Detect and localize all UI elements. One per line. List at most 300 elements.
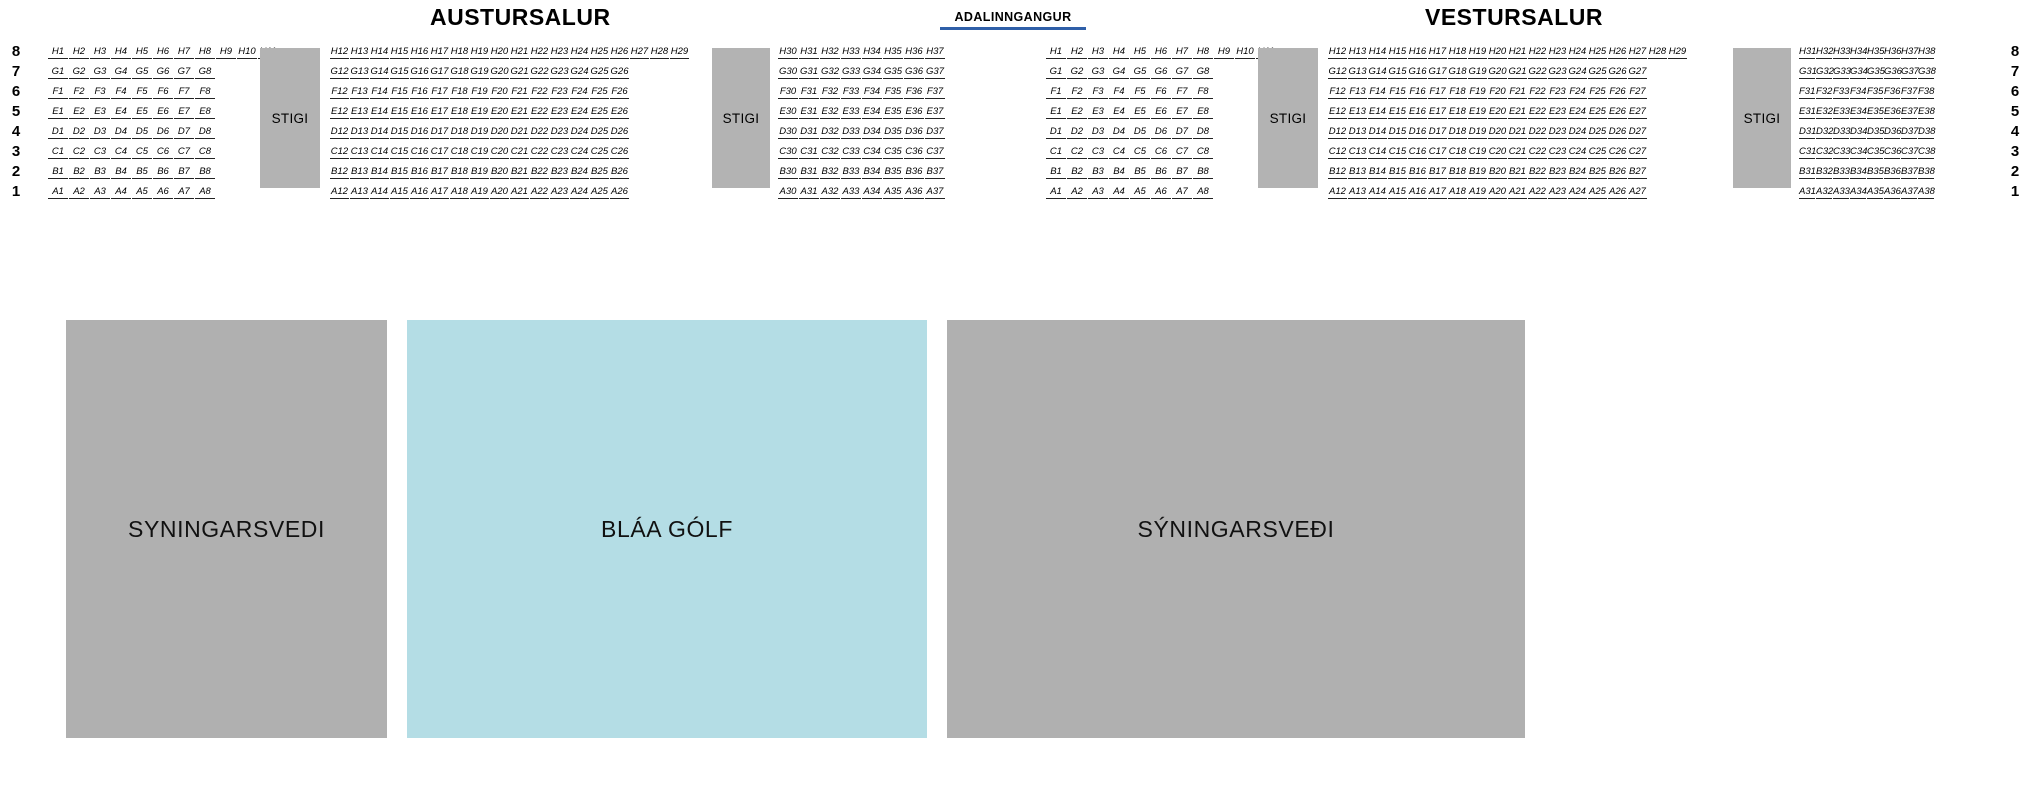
seat-east-E1[interactable]: E1 <box>48 106 68 119</box>
seat-east-H8[interactable]: H8 <box>195 46 215 59</box>
seat-east-E2[interactable]: E2 <box>69 106 89 119</box>
seat-east-G32[interactable]: G32 <box>821 65 839 77</box>
seat-west-H34[interactable]: H34 <box>1850 45 1868 57</box>
seat-east-D1[interactable]: D1 <box>48 126 68 139</box>
seat-east-C25[interactable]: C25 <box>590 145 609 157</box>
seat-west-H17[interactable]: H17 <box>1428 45 1447 57</box>
seat-west-E18[interactable]: E18 <box>1449 105 1466 117</box>
seat-west-G36[interactable]: G36 <box>1884 65 1902 77</box>
seat-east-F37[interactable]: F37 <box>926 85 944 97</box>
seat-west-C3[interactable]: C3 <box>1088 146 1108 159</box>
seat-west-H4[interactable]: H4 <box>1109 46 1129 59</box>
seat-west-C35[interactable]: C35 <box>1867 145 1885 157</box>
seat-east-D3[interactable]: D3 <box>90 126 110 139</box>
seat-east-F1[interactable]: F1 <box>48 86 68 99</box>
seat-east-C4[interactable]: C4 <box>111 146 131 159</box>
seat-east-F34[interactable]: F34 <box>863 85 881 97</box>
seat-east-C7[interactable]: C7 <box>174 146 194 159</box>
seat-east-D13[interactable]: D13 <box>350 125 369 137</box>
seat-west-F12[interactable]: F12 <box>1329 85 1346 97</box>
seat-west-A12[interactable]: A12 <box>1329 185 1346 197</box>
seat-west-H32[interactable]: H32 <box>1816 45 1834 57</box>
seat-west-C17[interactable]: C17 <box>1428 145 1447 157</box>
seat-west-B6[interactable]: B6 <box>1151 166 1171 179</box>
seat-west-C33[interactable]: C33 <box>1833 145 1851 157</box>
seat-east-C16[interactable]: C16 <box>410 145 429 157</box>
seat-east-C15[interactable]: C15 <box>390 145 409 157</box>
seat-east-B24[interactable]: B24 <box>571 165 588 177</box>
seat-west-F1[interactable]: F1 <box>1046 86 1066 99</box>
seat-west-G5[interactable]: G5 <box>1130 66 1150 79</box>
seat-west-G14[interactable]: G14 <box>1368 65 1387 77</box>
seat-east-C22[interactable]: C22 <box>530 145 549 157</box>
seat-west-B2[interactable]: B2 <box>1067 166 1087 179</box>
seat-east-H10[interactable]: H10 <box>238 45 256 57</box>
seat-east-F33[interactable]: F33 <box>842 85 860 97</box>
seat-west-B34[interactable]: B34 <box>1850 165 1867 177</box>
seat-west-E31[interactable]: E31 <box>1799 105 1816 117</box>
seat-west-A33[interactable]: A33 <box>1833 185 1850 197</box>
seat-west-G19[interactable]: G19 <box>1468 65 1487 77</box>
seat-west-H27[interactable]: H27 <box>1628 45 1647 57</box>
seat-east-A37[interactable]: A37 <box>926 185 944 197</box>
seat-west-G34[interactable]: G34 <box>1850 65 1868 77</box>
seat-west-A38[interactable]: A38 <box>1918 185 1935 197</box>
seat-east-C30[interactable]: C30 <box>779 145 797 157</box>
seat-east-C18[interactable]: C18 <box>450 145 469 157</box>
seat-east-A21[interactable]: A21 <box>511 185 528 197</box>
seat-west-D37[interactable]: D37 <box>1901 125 1919 137</box>
seat-east-A24[interactable]: A24 <box>571 185 588 197</box>
seat-west-B16[interactable]: B16 <box>1409 165 1426 177</box>
seat-west-A1[interactable]: A1 <box>1046 186 1066 199</box>
seat-east-G34[interactable]: G34 <box>863 65 881 77</box>
seat-west-A14[interactable]: A14 <box>1369 185 1386 197</box>
seat-west-B18[interactable]: B18 <box>1449 165 1466 177</box>
seat-west-E27[interactable]: E27 <box>1629 105 1646 117</box>
seat-west-G3[interactable]: G3 <box>1088 66 1108 79</box>
seat-west-B31[interactable]: B31 <box>1799 165 1816 177</box>
seat-east-A1[interactable]: A1 <box>48 186 68 199</box>
seat-east-G30[interactable]: G30 <box>779 65 797 77</box>
seat-east-E5[interactable]: E5 <box>132 106 152 119</box>
seat-east-E35[interactable]: E35 <box>884 105 902 117</box>
seat-west-H33[interactable]: H33 <box>1833 45 1851 57</box>
seat-west-G13[interactable]: G13 <box>1348 65 1367 77</box>
seat-east-F18[interactable]: F18 <box>451 85 468 97</box>
seat-east-F24[interactable]: F24 <box>571 85 588 97</box>
seat-east-C24[interactable]: C24 <box>570 145 589 157</box>
seat-east-G35[interactable]: G35 <box>884 65 902 77</box>
seat-east-G17[interactable]: G17 <box>430 65 449 77</box>
seat-east-B36[interactable]: B36 <box>905 165 923 177</box>
seat-west-E4[interactable]: E4 <box>1109 106 1129 119</box>
seat-west-C22[interactable]: C22 <box>1528 145 1547 157</box>
seat-west-A26[interactable]: A26 <box>1609 185 1626 197</box>
seat-east-C19[interactable]: C19 <box>470 145 489 157</box>
seat-east-C6[interactable]: C6 <box>153 146 173 159</box>
seat-west-D31[interactable]: D31 <box>1799 125 1817 137</box>
seat-east-D12[interactable]: D12 <box>330 125 349 137</box>
seat-west-H8[interactable]: H8 <box>1193 46 1213 59</box>
seat-east-D25[interactable]: D25 <box>590 125 609 137</box>
seat-west-D8[interactable]: D8 <box>1193 126 1213 139</box>
seat-west-C2[interactable]: C2 <box>1067 146 1087 159</box>
seat-west-D2[interactable]: D2 <box>1067 126 1087 139</box>
seat-west-H1[interactable]: H1 <box>1046 46 1066 59</box>
seat-east-E15[interactable]: E15 <box>391 105 408 117</box>
seat-east-G20[interactable]: G20 <box>490 65 509 77</box>
seat-west-A37[interactable]: A37 <box>1901 185 1918 197</box>
floor-block-syningarsvedi-right[interactable]: SÝNINGARSVEÐI <box>947 320 1525 738</box>
seat-west-E38[interactable]: E38 <box>1918 105 1935 117</box>
seat-west-F6[interactable]: F6 <box>1151 86 1171 99</box>
seat-east-F7[interactable]: F7 <box>174 86 194 99</box>
seat-west-D36[interactable]: D36 <box>1884 125 1902 137</box>
seat-west-E14[interactable]: E14 <box>1369 105 1386 117</box>
seat-west-G20[interactable]: G20 <box>1488 65 1507 77</box>
seat-east-E12[interactable]: E12 <box>331 105 348 117</box>
seat-east-B3[interactable]: B3 <box>90 166 110 179</box>
seat-east-B23[interactable]: B23 <box>551 165 568 177</box>
seat-west-B19[interactable]: B19 <box>1469 165 1486 177</box>
seat-east-F13[interactable]: F13 <box>351 85 368 97</box>
seat-east-F25[interactable]: F25 <box>591 85 608 97</box>
seat-west-G1[interactable]: G1 <box>1046 66 1066 79</box>
seat-east-G14[interactable]: G14 <box>370 65 389 77</box>
seat-west-H16[interactable]: H16 <box>1408 45 1427 57</box>
seat-east-B21[interactable]: B21 <box>511 165 528 177</box>
seat-east-E36[interactable]: E36 <box>905 105 923 117</box>
seat-west-D23[interactable]: D23 <box>1548 125 1567 137</box>
seat-east-E26[interactable]: E26 <box>611 105 628 117</box>
seat-west-D4[interactable]: D4 <box>1109 126 1129 139</box>
seat-west-A35[interactable]: A35 <box>1867 185 1884 197</box>
seat-west-A15[interactable]: A15 <box>1389 185 1406 197</box>
seat-west-B4[interactable]: B4 <box>1109 166 1129 179</box>
seat-east-B2[interactable]: B2 <box>69 166 89 179</box>
seat-west-A22[interactable]: A22 <box>1529 185 1546 197</box>
seat-east-H5[interactable]: H5 <box>132 46 152 59</box>
seat-west-H19[interactable]: H19 <box>1468 45 1487 57</box>
seat-west-E19[interactable]: E19 <box>1469 105 1486 117</box>
seat-east-H12[interactable]: H12 <box>330 45 349 57</box>
seat-west-C16[interactable]: C16 <box>1408 145 1427 157</box>
seat-east-B19[interactable]: B19 <box>471 165 488 177</box>
seat-west-B35[interactable]: B35 <box>1867 165 1884 177</box>
seat-west-H10[interactable]: H10 <box>1236 45 1254 57</box>
seat-west-C8[interactable]: C8 <box>1193 146 1213 159</box>
seat-west-F2[interactable]: F2 <box>1067 86 1087 99</box>
seat-west-E26[interactable]: E26 <box>1609 105 1626 117</box>
seat-east-H3[interactable]: H3 <box>90 46 110 59</box>
seat-west-H2[interactable]: H2 <box>1067 46 1087 59</box>
seat-east-A35[interactable]: A35 <box>884 185 902 197</box>
seat-east-D5[interactable]: D5 <box>132 126 152 139</box>
seat-east-F36[interactable]: F36 <box>905 85 923 97</box>
seat-east-A14[interactable]: A14 <box>371 185 388 197</box>
seat-west-G16[interactable]: G16 <box>1408 65 1427 77</box>
seat-west-F16[interactable]: F16 <box>1409 85 1426 97</box>
seat-west-G33[interactable]: G33 <box>1833 65 1851 77</box>
seat-west-D21[interactable]: D21 <box>1508 125 1527 137</box>
seat-east-D36[interactable]: D36 <box>905 125 923 137</box>
seat-east-F4[interactable]: F4 <box>111 86 131 99</box>
seat-west-F27[interactable]: F27 <box>1629 85 1646 97</box>
seat-west-D22[interactable]: D22 <box>1528 125 1547 137</box>
seat-west-H37[interactable]: H37 <box>1901 45 1919 57</box>
seat-west-H9[interactable]: H9 <box>1214 46 1234 59</box>
seat-west-A36[interactable]: A36 <box>1884 185 1901 197</box>
seat-west-B24[interactable]: B24 <box>1569 165 1586 177</box>
seat-east-F2[interactable]: F2 <box>69 86 89 99</box>
seat-east-A4[interactable]: A4 <box>111 186 131 199</box>
seat-west-F14[interactable]: F14 <box>1369 85 1386 97</box>
seat-east-E16[interactable]: E16 <box>411 105 428 117</box>
seat-east-B14[interactable]: B14 <box>371 165 388 177</box>
seat-east-H26[interactable]: H26 <box>610 45 629 57</box>
seat-west-D35[interactable]: D35 <box>1867 125 1885 137</box>
seat-west-H22[interactable]: H22 <box>1528 45 1547 57</box>
seat-east-B31[interactable]: B31 <box>800 165 818 177</box>
seat-east-B25[interactable]: B25 <box>591 165 608 177</box>
seat-west-F5[interactable]: F5 <box>1130 86 1150 99</box>
seat-west-B14[interactable]: B14 <box>1369 165 1386 177</box>
seat-east-H21[interactable]: H21 <box>510 45 529 57</box>
seat-east-D18[interactable]: D18 <box>450 125 469 137</box>
seat-east-H25[interactable]: H25 <box>590 45 609 57</box>
seat-east-D8[interactable]: D8 <box>195 126 215 139</box>
seat-east-E17[interactable]: E17 <box>431 105 448 117</box>
seat-west-F13[interactable]: F13 <box>1349 85 1366 97</box>
seat-east-G5[interactable]: G5 <box>132 66 152 79</box>
seat-west-C36[interactable]: C36 <box>1884 145 1902 157</box>
seat-west-E33[interactable]: E33 <box>1833 105 1850 117</box>
seat-west-G17[interactable]: G17 <box>1428 65 1447 77</box>
seat-west-F36[interactable]: F36 <box>1884 85 1901 97</box>
seat-east-F17[interactable]: F17 <box>431 85 448 97</box>
seat-west-H3[interactable]: H3 <box>1088 46 1108 59</box>
seat-west-G6[interactable]: G6 <box>1151 66 1171 79</box>
seat-west-F35[interactable]: F35 <box>1867 85 1884 97</box>
seat-east-D17[interactable]: D17 <box>430 125 449 137</box>
seat-east-E24[interactable]: E24 <box>571 105 588 117</box>
seat-east-A17[interactable]: A17 <box>431 185 448 197</box>
seat-west-H36[interactable]: H36 <box>1884 45 1902 57</box>
seat-west-E6[interactable]: E6 <box>1151 106 1171 119</box>
seat-east-H29[interactable]: H29 <box>670 45 689 57</box>
seat-east-E34[interactable]: E34 <box>863 105 881 117</box>
seat-east-D19[interactable]: D19 <box>470 125 489 137</box>
seat-west-G38[interactable]: G38 <box>1918 65 1936 77</box>
seat-east-D22[interactable]: D22 <box>530 125 549 137</box>
seat-west-B36[interactable]: B36 <box>1884 165 1901 177</box>
seat-west-C12[interactable]: C12 <box>1328 145 1347 157</box>
seat-west-D25[interactable]: D25 <box>1588 125 1607 137</box>
seat-west-D34[interactable]: D34 <box>1850 125 1868 137</box>
seat-west-D7[interactable]: D7 <box>1172 126 1192 139</box>
seat-west-E12[interactable]: E12 <box>1329 105 1346 117</box>
seat-west-E20[interactable]: E20 <box>1489 105 1506 117</box>
seat-east-G18[interactable]: G18 <box>450 65 469 77</box>
seat-west-C32[interactable]: C32 <box>1816 145 1834 157</box>
seat-east-A19[interactable]: A19 <box>471 185 488 197</box>
seat-west-A17[interactable]: A17 <box>1429 185 1446 197</box>
seat-west-D18[interactable]: D18 <box>1448 125 1467 137</box>
seat-west-F3[interactable]: F3 <box>1088 86 1108 99</box>
seat-west-D33[interactable]: D33 <box>1833 125 1851 137</box>
seat-east-F14[interactable]: F14 <box>371 85 388 97</box>
seat-east-B37[interactable]: B37 <box>926 165 944 177</box>
seat-east-H7[interactable]: H7 <box>174 46 194 59</box>
seat-west-H6[interactable]: H6 <box>1151 46 1171 59</box>
seat-east-F31[interactable]: F31 <box>800 85 818 97</box>
seat-east-C2[interactable]: C2 <box>69 146 89 159</box>
seat-west-A25[interactable]: A25 <box>1589 185 1606 197</box>
seat-west-D19[interactable]: D19 <box>1468 125 1487 137</box>
seat-east-A2[interactable]: A2 <box>69 186 89 199</box>
seat-east-B6[interactable]: B6 <box>153 166 173 179</box>
seat-east-A36[interactable]: A36 <box>905 185 923 197</box>
seat-west-C7[interactable]: C7 <box>1172 146 1192 159</box>
seat-east-G16[interactable]: G16 <box>410 65 429 77</box>
floor-block-blaa-golf[interactable]: BLÁA GÓLF <box>407 320 927 738</box>
seat-east-A3[interactable]: A3 <box>90 186 110 199</box>
seat-east-D2[interactable]: D2 <box>69 126 89 139</box>
seat-east-B1[interactable]: B1 <box>48 166 68 179</box>
seat-east-H15[interactable]: H15 <box>390 45 409 57</box>
seat-west-H28[interactable]: H28 <box>1648 45 1667 57</box>
seat-west-H29[interactable]: H29 <box>1668 45 1687 57</box>
seat-east-G6[interactable]: G6 <box>153 66 173 79</box>
seat-east-D30[interactable]: D30 <box>779 125 797 137</box>
seat-west-D27[interactable]: D27 <box>1628 125 1647 137</box>
seat-west-D15[interactable]: D15 <box>1388 125 1407 137</box>
seat-west-D5[interactable]: D5 <box>1130 126 1150 139</box>
seat-east-B12[interactable]: B12 <box>331 165 348 177</box>
seat-west-F22[interactable]: F22 <box>1529 85 1546 97</box>
seat-east-C32[interactable]: C32 <box>821 145 839 157</box>
seat-west-H26[interactable]: H26 <box>1608 45 1627 57</box>
seat-east-E31[interactable]: E31 <box>800 105 818 117</box>
seat-east-B33[interactable]: B33 <box>842 165 860 177</box>
seat-west-B37[interactable]: B37 <box>1901 165 1918 177</box>
seat-east-F22[interactable]: F22 <box>531 85 548 97</box>
seat-east-E13[interactable]: E13 <box>351 105 368 117</box>
seat-east-E8[interactable]: E8 <box>195 106 215 119</box>
seat-east-G3[interactable]: G3 <box>90 66 110 79</box>
seat-west-A21[interactable]: A21 <box>1509 185 1526 197</box>
seat-east-E7[interactable]: E7 <box>174 106 194 119</box>
seat-east-H22[interactable]: H22 <box>530 45 549 57</box>
seat-east-D7[interactable]: D7 <box>174 126 194 139</box>
seat-west-G31[interactable]: G31 <box>1799 65 1817 77</box>
seat-west-C14[interactable]: C14 <box>1368 145 1387 157</box>
seat-west-F19[interactable]: F19 <box>1469 85 1486 97</box>
seat-west-A7[interactable]: A7 <box>1172 186 1192 199</box>
seat-west-B23[interactable]: B23 <box>1549 165 1566 177</box>
seat-east-D6[interactable]: D6 <box>153 126 173 139</box>
seat-east-D26[interactable]: D26 <box>610 125 629 137</box>
seat-west-E17[interactable]: E17 <box>1429 105 1446 117</box>
seat-east-H1[interactable]: H1 <box>48 46 68 59</box>
seat-east-E23[interactable]: E23 <box>551 105 568 117</box>
seat-east-G37[interactable]: G37 <box>926 65 944 77</box>
seat-west-B8[interactable]: B8 <box>1193 166 1213 179</box>
seat-east-G8[interactable]: G8 <box>195 66 215 79</box>
seat-east-H14[interactable]: H14 <box>370 45 389 57</box>
seat-west-H12[interactable]: H12 <box>1328 45 1347 57</box>
seat-west-G32[interactable]: G32 <box>1816 65 1834 77</box>
seat-east-F6[interactable]: F6 <box>153 86 173 99</box>
seat-west-D32[interactable]: D32 <box>1816 125 1834 137</box>
seat-east-B13[interactable]: B13 <box>351 165 368 177</box>
seat-east-G26[interactable]: G26 <box>610 65 629 77</box>
seat-west-A18[interactable]: A18 <box>1449 185 1466 197</box>
seat-east-D32[interactable]: D32 <box>821 125 839 137</box>
seat-west-C37[interactable]: C37 <box>1901 145 1919 157</box>
seat-west-C19[interactable]: C19 <box>1468 145 1487 157</box>
seat-east-A6[interactable]: A6 <box>153 186 173 199</box>
seat-east-A18[interactable]: A18 <box>451 185 468 197</box>
seat-east-C34[interactable]: C34 <box>863 145 881 157</box>
seat-west-E2[interactable]: E2 <box>1067 106 1087 119</box>
seat-east-D4[interactable]: D4 <box>111 126 131 139</box>
seat-west-H21[interactable]: H21 <box>1508 45 1527 57</box>
seat-east-E14[interactable]: E14 <box>371 105 388 117</box>
seat-west-H31[interactable]: H31 <box>1799 45 1817 57</box>
seat-east-B5[interactable]: B5 <box>132 166 152 179</box>
seat-east-G19[interactable]: G19 <box>470 65 489 77</box>
seat-east-C13[interactable]: C13 <box>350 145 369 157</box>
seat-west-D24[interactable]: D24 <box>1568 125 1587 137</box>
seat-east-H36[interactable]: H36 <box>905 45 923 57</box>
seat-west-A16[interactable]: A16 <box>1409 185 1426 197</box>
seat-east-G25[interactable]: G25 <box>590 65 609 77</box>
seat-east-B4[interactable]: B4 <box>111 166 131 179</box>
seat-east-E30[interactable]: E30 <box>779 105 797 117</box>
seat-west-G8[interactable]: G8 <box>1193 66 1213 79</box>
seat-east-C1[interactable]: C1 <box>48 146 68 159</box>
seat-east-A33[interactable]: A33 <box>842 185 860 197</box>
seat-west-H7[interactable]: H7 <box>1172 46 1192 59</box>
seat-east-B18[interactable]: B18 <box>451 165 468 177</box>
seat-east-E37[interactable]: E37 <box>926 105 944 117</box>
seat-west-F20[interactable]: F20 <box>1489 85 1506 97</box>
seat-west-D12[interactable]: D12 <box>1328 125 1347 137</box>
seat-east-A15[interactable]: A15 <box>391 185 408 197</box>
seat-west-C18[interactable]: C18 <box>1448 145 1467 157</box>
seat-west-E23[interactable]: E23 <box>1549 105 1566 117</box>
seat-east-B7[interactable]: B7 <box>174 166 194 179</box>
seat-west-G22[interactable]: G22 <box>1528 65 1547 77</box>
seat-west-C26[interactable]: C26 <box>1608 145 1627 157</box>
seat-west-E15[interactable]: E15 <box>1389 105 1406 117</box>
seat-west-B26[interactable]: B26 <box>1609 165 1626 177</box>
seat-east-E32[interactable]: E32 <box>821 105 839 117</box>
seat-east-H4[interactable]: H4 <box>111 46 131 59</box>
seat-west-B12[interactable]: B12 <box>1329 165 1346 177</box>
seat-west-C31[interactable]: C31 <box>1799 145 1817 157</box>
seat-east-E18[interactable]: E18 <box>451 105 468 117</box>
seat-east-G36[interactable]: G36 <box>905 65 923 77</box>
seat-west-G7[interactable]: G7 <box>1172 66 1192 79</box>
seat-west-F26[interactable]: F26 <box>1609 85 1626 97</box>
seat-west-H35[interactable]: H35 <box>1867 45 1885 57</box>
seat-west-B38[interactable]: B38 <box>1918 165 1935 177</box>
seat-east-D20[interactable]: D20 <box>490 125 509 137</box>
seat-east-F15[interactable]: F15 <box>391 85 408 97</box>
